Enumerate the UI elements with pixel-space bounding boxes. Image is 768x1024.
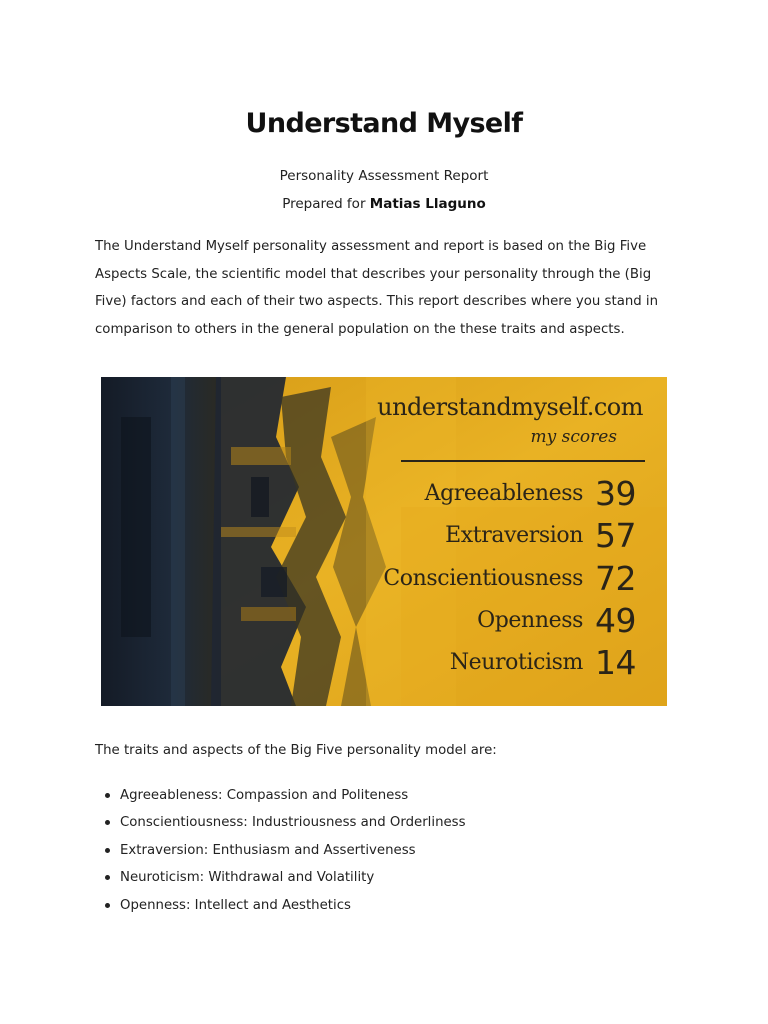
list-item [95, 809, 466, 836]
trait-text: Extraversion: Enthusiasm and Assertiveness [120, 842, 416, 858]
prepared-for-line [0, 196, 768, 212]
trait-text: Neuroticism: Withdrawal and Volatility [120, 870, 375, 886]
score-value: 14 [595, 642, 636, 682]
divider-line [401, 460, 645, 462]
score-value: 39 [595, 473, 636, 513]
page-title: Understand Myself [245, 108, 523, 139]
score-row-extraversion [445, 515, 645, 555]
list-item [95, 837, 466, 864]
list-item [95, 892, 466, 919]
bullet-icon [105, 793, 110, 798]
trait-text: Conscientiousness: Industriousness and Orderliness [120, 815, 466, 831]
score-row-agreeableness [425, 473, 645, 513]
score-label: Extraversion [445, 522, 583, 548]
bullet-icon [105, 848, 110, 853]
scores-banner [101, 377, 667, 706]
trait-text: Agreeableness: Compassion and Politeness [120, 788, 409, 803]
bullet-icon [105, 903, 110, 908]
score-row-openness [477, 600, 645, 640]
recipient-name: Matias Llaguno [369, 196, 486, 212]
tagline: my scores [530, 427, 617, 447]
score-label: Conscientiousness [383, 565, 583, 591]
site-name: understandmyself.com [377, 393, 643, 421]
score-label: Neuroticism [449, 649, 583, 675]
bullet-icon [105, 820, 110, 825]
score-value: 49 [595, 600, 636, 640]
score-value: 72 [595, 558, 636, 598]
bullet-icon [105, 875, 110, 880]
score-label: Openness [477, 607, 583, 633]
report-subtitle: Personality Assessment Report [279, 168, 489, 184]
traits-list [95, 782, 466, 919]
score-label: Agreeableness [424, 480, 583, 506]
score-row-conscientiousness [383, 558, 645, 598]
prepared-for-prefix: Prepared for [282, 196, 366, 212]
intro-paragraph: The Understand Myself personality assessment and report is based on the Big Five Aspects Scale, the scientific model that describes your personality through the (Big Five) factors and each of their two aspects. This report describes where you stand in comparison to others in the general population on the these traits and aspects. [95, 239, 659, 337]
score-row-neuroticism [450, 642, 645, 682]
traits-intro: The traits and aspects of the Big Five personality model are: [95, 743, 497, 758]
score-value: 57 [595, 515, 636, 555]
trait-text: Openness: Intellect and Aesthetics [120, 897, 351, 913]
list-item [95, 864, 466, 891]
list-item [95, 782, 466, 809]
